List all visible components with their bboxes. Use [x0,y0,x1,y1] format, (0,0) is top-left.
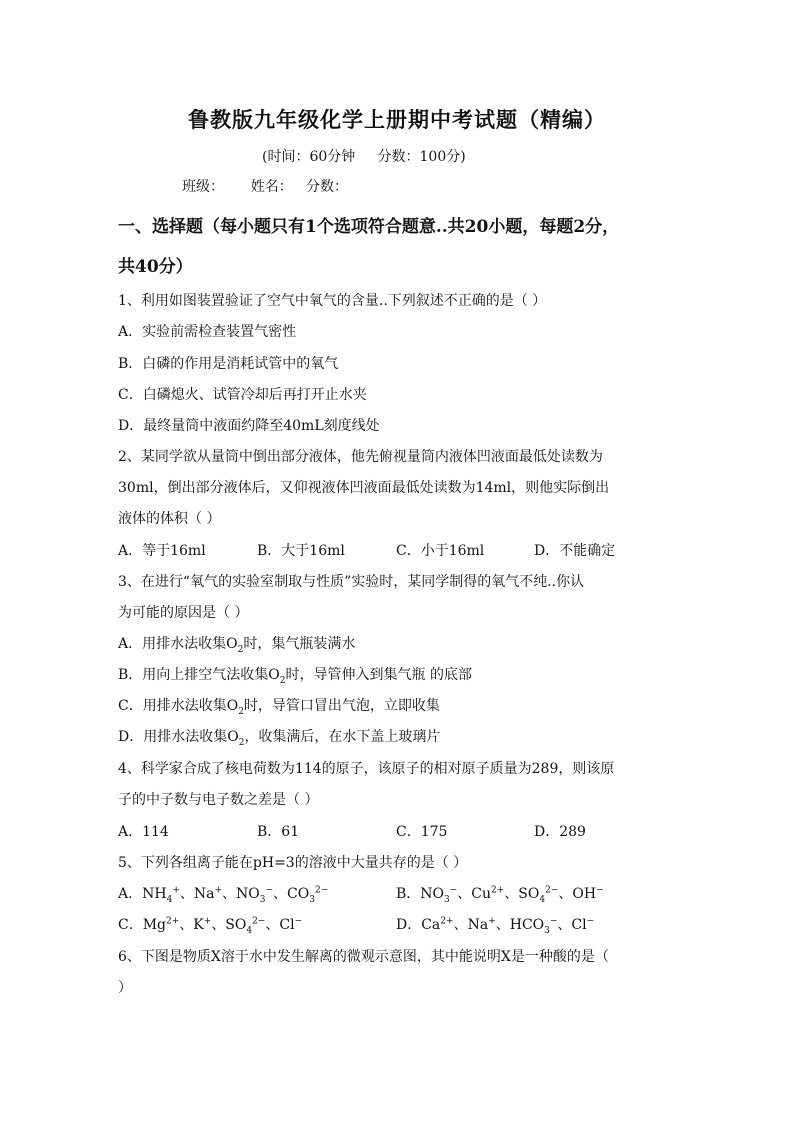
question-4-option-b: B．61 [257,824,300,840]
question-3-option-c: C．用排水法收集$O_2$时，导管口冒出气泡，立即收集 [118,698,440,717]
question-5-option-b: B．$NO_3^-$、$Cu^{2+}$、$SO_4^{2-}$、OH− [396,885,604,905]
question-4-stem-line1: 4、科学家合成了核电荷数为114的原子，该原子的相对原子质量为289，则该原 [118,761,615,777]
question-5-option-a: A．$NH_4^+$、Na+、$NO_3^-$、$CO_3^{2-}$ [118,885,329,905]
question-1-option-a: A．实验前需检查装置气密性 [118,324,297,340]
section-heading-cont: 共40分） [118,257,193,277]
question-5-option-c: C．$Mg^{2+}$、K+、$SO_4^{2-}$、Cl− [118,916,303,936]
question-2-option-d: D．不能确定 [534,543,616,559]
question-4-stem-line2: 子的中子数与电子数之差是（ ） [118,792,319,808]
question-2-stem-line3: 液体的体积（ ） [118,511,221,527]
question-2-option-a: A．等于16ml [118,543,206,559]
question-2-option-c: C．小于16ml [396,543,485,559]
question-5-stem: 5、下列各组离子能在pH=3的溶液中大量共存的是（ ） [118,855,468,871]
exam-time-score: (时间：60分钟 分数：100分) [262,149,466,165]
question-1-option-c: C．白磷熄火、试管冷却后再打开止水夹 [118,387,367,403]
question-3-stem-line1: 3、在进行“氧气的实验室制取与性质”实验时，某同学制得的氧气不纯..你认 [118,574,585,590]
question-1-stem: 1、利用如图装置验证了空气中氧气的含量..下列叙述不正确的是（ ） [118,293,547,309]
question-2-stem-line1: 2、某同学欲从量筒中倒出部分液体，他先俯视量筒内液体凹液面最低处读数为 [118,449,603,465]
question-3-option-d: D．用排水法收集$O_2$，收集满后，在水下盖上玻璃片 [118,729,441,748]
question-6-stem-line1: 6、下图是物质X溶于水中发生解离的微观示意图，其中能说明X是一种酸的是（ [118,949,609,965]
page-title: 鲁教版九年级化学上册期中考试题（精编） [188,107,606,132]
student-info-line: 班级： 姓名： 分数： [182,179,349,195]
question-2-stem-line2: 30ml，倒出部分液体后，又仰视液体凹液面最低处读数为14ml，则他实际倒出 [118,480,610,496]
question-4-option-d: D．289 [534,824,586,840]
question-3-option-b: B．用向上排空气法收集$O_2$时，导管伸入到集气瓶 的底部 [118,667,472,686]
question-6-stem-line2: ） [118,980,132,996]
question-2-option-b: B．大于16ml [257,543,345,559]
question-3-stem-line2: 为可能的原因是（ ） [118,605,249,621]
question-5-option-d: D．$Ca^{2+}$、Na+、$HCO_3^-$、Cl− [396,916,595,936]
question-3-option-a: A．用排水法收集$O_2$时，集气瓶装满水 [118,636,356,655]
question-1-option-b: B．白磷的作用是消耗试管中的氧气 [118,356,339,372]
question-4-option-a: A．114 [118,824,169,840]
section-heading: 一、选择题（每小题只有1个选项符合题意..共20小题，每题2分， [118,217,620,237]
question-4-option-c: C．175 [396,824,448,840]
question-1-option-d: D．最终量筒中液面约降至40mL刻度线处 [118,418,380,434]
